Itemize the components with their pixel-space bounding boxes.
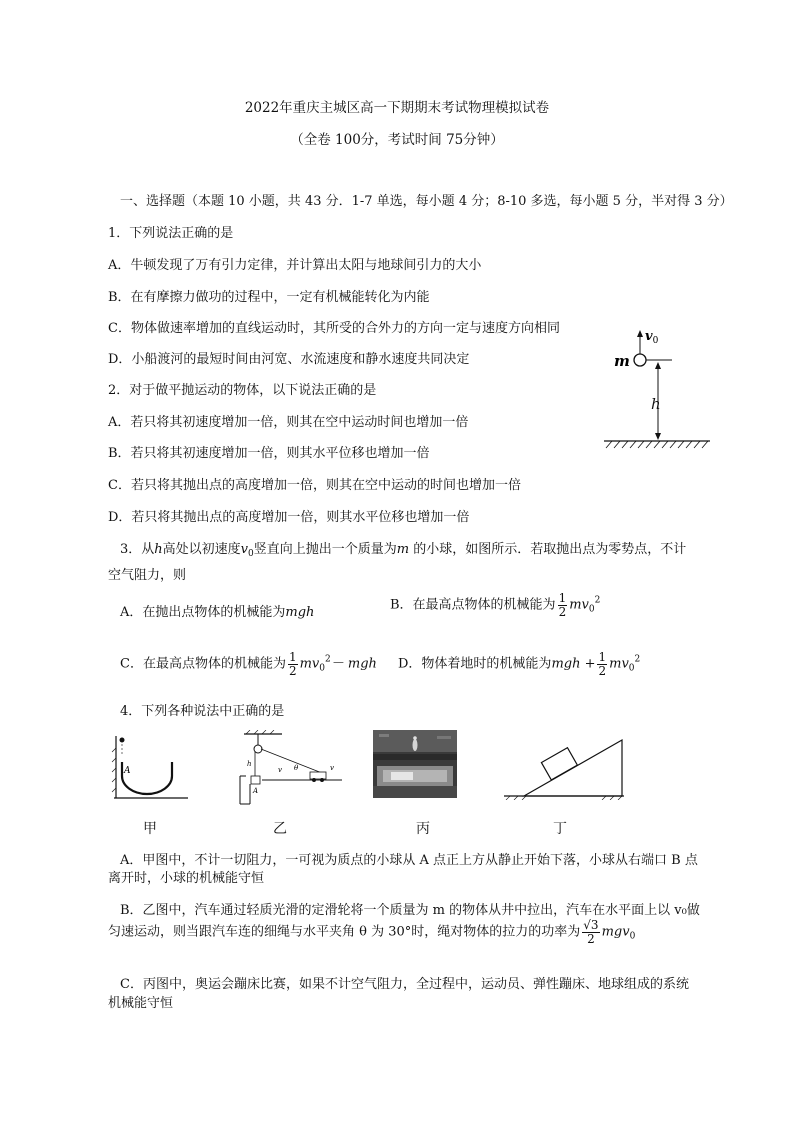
exam-title: 2022年重庆主城区高一下期期末考试物理模拟试卷	[244, 100, 550, 116]
fraction-half: $\frac{1}{2}$	[558, 591, 567, 619]
q3-figure	[600, 318, 730, 458]
q2-option-b: B．若只将其初速度增加一倍，则其水平位移也增加一倍	[108, 446, 430, 461]
q4-option-a-line2: 离开时，小球的机械能守恒	[108, 871, 265, 886]
q4-option-b-line2: 匀速运动，则当跟汽车连的细绳与水平夹角 θ 为 30°时，绳对物体的拉力的功率为 $\frac{√3}{2}$ mgv$_0$	[108, 918, 636, 946]
q1-option-c: C．物体做速率增加的直线运动时，其所受的合外力的方向一定与速度方向相同	[108, 321, 560, 336]
block-on-incline	[541, 748, 577, 780]
q4-option-c-line1: C．丙图中，奥运会蹦床比赛，如果不计空气阻力，全过程中，运动员、弹性蹦床、地球组成的系统	[120, 977, 689, 992]
q4-option-a-line1: A．甲图中，不计一切阻力，一可视为质点的小球从 A 点正上方从静止开始下落，小球从右端口 B 点	[120, 853, 698, 868]
svg-text:h: h	[247, 760, 252, 768]
ball-icon	[120, 738, 125, 743]
load-block	[251, 776, 260, 784]
q2-option-d: D．若只将其抛出点的高度增加一倍，则其水平位移也增加一倍	[108, 510, 470, 525]
fraction-half: $\frac{1}{2}$	[598, 650, 607, 678]
caption-yi: 乙	[273, 821, 287, 837]
ground-hatching	[606, 441, 708, 448]
q2-option-a: A．若只将其初速度增加一倍，则其在空中运动时间也增加一倍	[108, 415, 469, 430]
svg-text:v: v	[330, 764, 334, 772]
q1-stem: 1．下列说法正确的是	[108, 226, 234, 241]
q3-option-d: D．物体着地时的机械能为mgh + $\frac{1}{2}$ $mv_0^2$	[398, 650, 641, 678]
q4-option-c-line2: 机械能守恒	[108, 996, 174, 1011]
q2-stem: 2．对于做平抛运动的物体，以下说法正确的是	[108, 383, 377, 398]
svg-text:θ: θ	[294, 764, 299, 772]
velocity-arrow-head	[637, 330, 643, 337]
q3-stem-line2: 空气阻力，则	[108, 568, 187, 583]
caption-ding: 丁	[553, 821, 567, 837]
q3-option-a: A．在抛出点物体的机械能为mgh	[120, 605, 315, 620]
figure-yi	[232, 730, 344, 806]
fraction-half: $\frac{1}{2}$	[288, 650, 297, 678]
fraction-sqrt3-over-2: $\frac{√3}{2}$	[583, 918, 599, 946]
height-arrow-down	[655, 433, 661, 440]
q4-stem: 4．下列各种说法中正确的是	[120, 704, 285, 719]
height-arrow-up	[655, 362, 661, 369]
caption-bing: 丙	[416, 821, 430, 837]
caption-jia: 甲	[143, 821, 157, 837]
q4-option-b-line1: B．乙图中，汽车通过轻质光滑的定滑轮将一个质量为 m 的物体从井中拉出，汽车在水平面上以 v₀做	[120, 903, 700, 918]
q3-option-c: C．在最高点物体的机械能为 $\frac{1}{2}$ $mv_0^2-$ mgh	[120, 650, 377, 678]
fig-mass-label: m	[614, 352, 630, 370]
car-icon	[310, 772, 326, 779]
exam-subtitle: （全卷 100分，考试时间 75分钟）	[290, 132, 504, 148]
figure-bing-photo	[373, 730, 457, 798]
section-heading: 一、选择题（本题 10 小题，共 43 分．1-7 单选，每小题 4 分；8-10 多选，每小题 5 分，半对得 3 分）	[120, 194, 733, 209]
fig-velocity-label: $v_0$	[645, 329, 659, 346]
q2-option-c: C．若只将其抛出点的高度增加一倍，则其在空中运动的时间也增加一倍	[108, 478, 521, 493]
athlete-icon	[413, 739, 418, 751]
svg-text:A: A	[124, 766, 131, 776]
figure-jia	[108, 732, 192, 802]
q3-option-b: B．在最高点物体的机械能为 $\frac{1}{2}$ $mv_0^2$	[390, 591, 601, 619]
ball-icon	[634, 354, 646, 366]
svg-text:v: v	[278, 766, 282, 774]
svg-text:A: A	[253, 787, 259, 795]
q3-stem: 3．从h高处以初速度$v_0$竖直向上抛出一个质量为m 的小球，如图所示．若取抛出点为零势点，不计	[120, 542, 687, 559]
q1-option-b: B．在有摩擦力做功的过程中，一定有机械能转化为内能	[108, 290, 430, 305]
q1-option-d: D．小船渡河的最短时间由河宽、水流速度和静水速度共同决定	[108, 352, 470, 367]
fig-height-label: h	[651, 395, 661, 413]
figure-ding	[502, 734, 626, 800]
q1-option-a: A．牛顿发现了万有引力定律，并计算出太阳与地球间引力的大小	[108, 258, 482, 273]
